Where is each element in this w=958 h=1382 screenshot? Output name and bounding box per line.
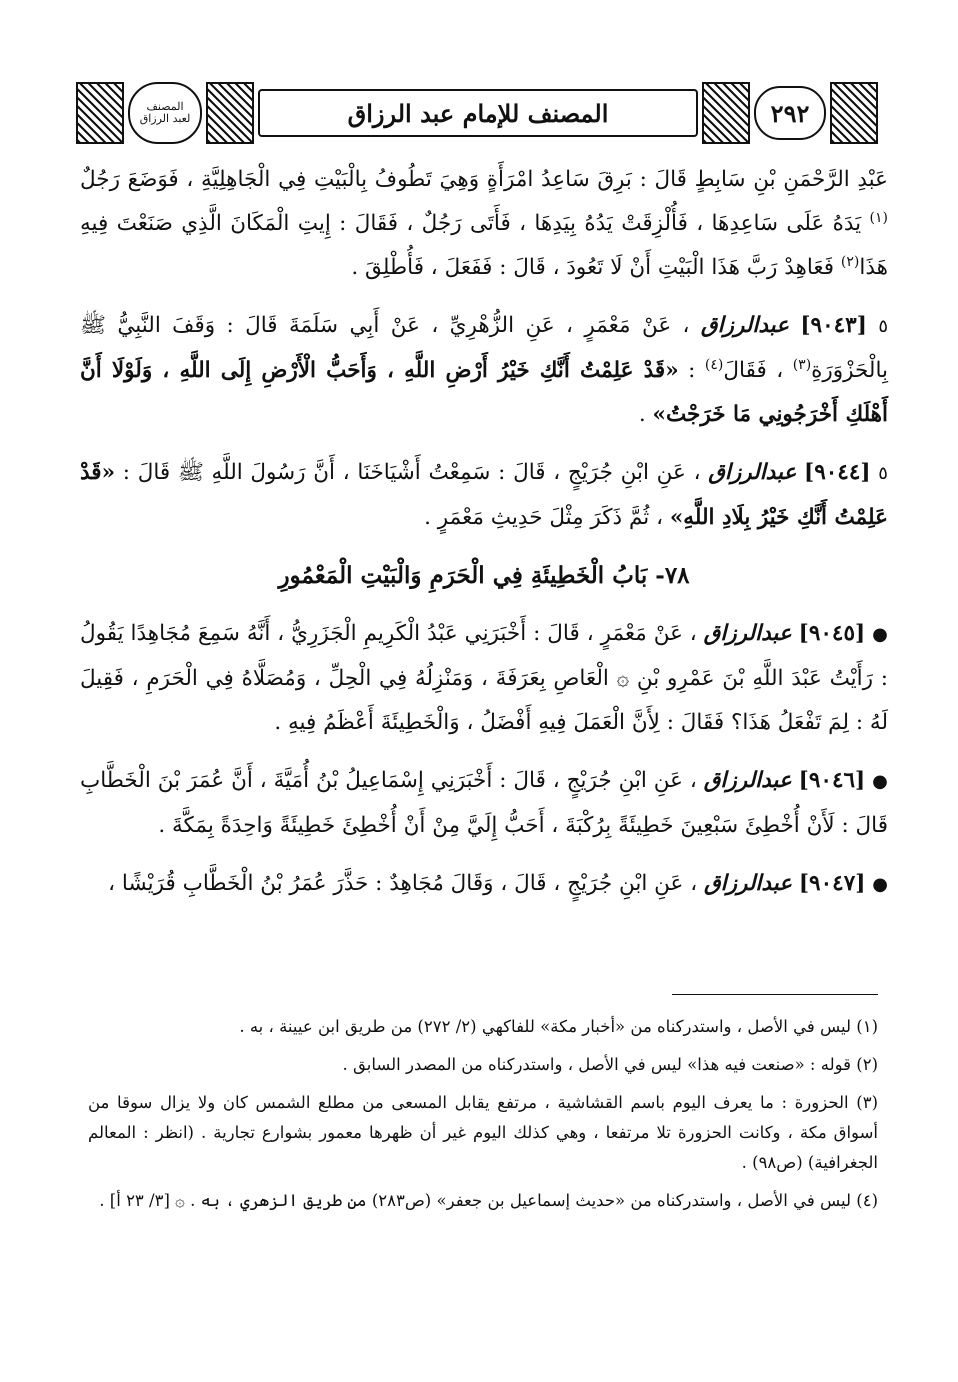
intro-paragraph <box>80 158 888 290</box>
footnote-ref-1: (١) <box>869 209 888 226</box>
page-header <box>76 80 878 146</box>
prophetic-quote: «قَدْ عَلِمْتُ أَنَّكِ خَيْرُ بِلَادِ اللَّهِ» <box>80 460 888 530</box>
hadith-end: . <box>638 402 646 427</box>
prophetic-quote: «قَدْ عَلِمْتُ أَنَّكِ خَيْرُ أَرْضِ اللَّهِ ، وَأَحَبُّ الْأَرْضِ إِلَى اللَّهِ ، وَلَوْلَا أَنَّ أَهْلَكِ أَخْرَجُونِي مَا خَرَجْتُ» <box>80 358 888 427</box>
hadith-marker: ● <box>872 771 888 792</box>
hadith-marker: ● <box>872 874 888 895</box>
hadith-9045 <box>80 612 888 745</box>
ornament-center-right <box>702 82 750 144</box>
main-text <box>80 158 888 921</box>
hadith-text: ، عَنِ ابْنِ جُرَيْجٍ ، قَالَ ، وَقَالَ مُجَاهِدٌ : حَذَّرَ عُمَرُ بْنُ الْخَطَّابِ قُرَيْشًا ، <box>108 871 698 896</box>
hadith-marker: ● <box>872 624 888 645</box>
hadith-source: عبدالرزاق <box>700 313 789 338</box>
footnote-1: (١) ليس في الأصل ، واستدركناه من «أخبار مكة» للفاكهي (٢/ ٢٧٢) من طريق ابن عيينة ، به . <box>239 1017 878 1036</box>
footnote-ref-3: (٣) <box>792 356 812 373</box>
hadith-text: ، عَنْ مَعْمَرٍ ، عَنِ الزُّهْرِيِّ ، عَنْ أَبِي سَلَمَةَ قَالَ : وَقَفَ النَّبِيُّ ﷺ بِالْحَزْوَرَةِ <box>80 313 889 383</box>
ornament-left <box>76 82 124 144</box>
hadith-9043 <box>80 304 888 437</box>
book-emblem <box>128 82 202 144</box>
hadith-source: عبدالرزاق <box>708 460 797 485</box>
hadith-number: [٩٠٤٦] <box>798 768 866 793</box>
ornament-center-left <box>206 82 254 144</box>
hadith-9046 <box>80 759 888 848</box>
hadith-text: ، عَنْ مَعْمَرٍ ، قَالَ : أَخْبَرَنِي عَبْدُ الْكَرِيمِ الْجَزَرِيُّ ، أَنَّهُ سَمِعَ مُجَاهِدًا يَقُولُ : رَأَيْتُ عَبْدَ اللَّهِ بْنَ عَمْرِو بْنِ ۞ الْعَاصِ بِعَرَفَةَ ، وَمَنْزِلُهُ فِي الْحِلِّ ، وَمُصَلَّاهُ فِي الْحَرَمِ ، فَقِيلَ لَهُ : لِمَ تَفْعَلُ هَذَا؟ فَقَالَ : لِأَنَّ الْعَمَلَ فِيهِ أَفْضَلُ ، وَالْخَطِيئَةَ أَعْظَمُ فِيهِ . <box>80 621 888 735</box>
hadith-text: : <box>688 358 696 383</box>
ornament-right <box>830 82 878 144</box>
hadith-9047 <box>80 862 888 907</box>
hadith-number: [٩٠٤٣] <box>800 313 867 338</box>
hadith-number: [٩٠٤٧] <box>798 871 866 896</box>
footnote-3: (٣) الحزورة : ما يعرف اليوم باسم القشاشية ، مرتفع يقابل المسعى من مطلع الشمس كان ولا يزال سوقا من أسواق مكة ، وكانت الحزورة تلا مرتفعا ، وهي كذلك اليوم غير أن ظهرها معمور بشوارع تجارية . (انظر : المعالم الجغرافية) (ص٩٨) . <box>88 1093 878 1172</box>
footnotes <box>88 1012 878 1224</box>
hadith-number: [٩٠٤٥] <box>798 621 866 646</box>
footnote-divider <box>672 994 878 995</box>
hadith-source: عبدالرزاق <box>703 871 793 896</box>
hadith-text: ، ثُمَّ ذَكَرَ مِثْلَ حَدِيثِ مَعْمَرٍ . <box>424 505 664 530</box>
hadith-text: ، عَنِ ابْنِ جُرَيْجٍ ، قَالَ : أَخْبَرَنِي إِسْمَاعِيلُ بْنُ أُمَيَّةَ ، أَنَّ عُمَرَ بْنَ الْخَطَّابِ قَالَ : لَأَنْ أُخْطِئَ سَبْعِينَ خَطِيئَةً بِرُكْبَةَ ، أَحَبُّ إِلَيَّ مِنْ أَنْ أُخْطِئَ خَطِيئَةً وَاحِدَةً بِمَكَّةَ . <box>80 768 888 838</box>
intro-text-1: عَبْدِ الرَّحْمَنِ بْنِ سَابِطٍ قَالَ : بَرِقَ سَاعِدُ امْرَأَةٍ وَهِيَ تَطُوفُ بِالْبَيْتِ فِي الْجَاهِلِيَّةِ ، فَوَضَعَ رَجُلٌ <box>80 167 888 192</box>
hadith-marker: ٥ <box>878 316 888 337</box>
hadith-9044 <box>80 451 888 540</box>
running-title: المصنف للإمام عبد الرزاق <box>258 89 698 137</box>
emblem-line-1: المصنف <box>146 100 184 113</box>
chapter-heading: ٧٨- بَابُ الْخَطِيئَةِ فِي الْحَرَمِ وَالْبَيْتِ الْمَعْمُورِ <box>278 562 690 589</box>
footnote-ref-4: (٤) <box>704 356 724 373</box>
intro-text-2: يَدَهُ عَلَى سَاعِدِهَا ، فَأُلْزِقَتْ يَدُهُ بِيَدِهَا ، فَأَتَى رَجُلٌ ، فَقَالَ : إِيتِ الْمَكَانَ الَّذِي صَنَعْتَ فِيهِ هَذَا <box>80 211 888 280</box>
hadith-marker: ٥ <box>878 463 888 484</box>
hadith-source: عبدالرزاق <box>703 768 792 793</box>
page-number: ٢٩٢ <box>754 86 826 140</box>
footnote-2: (٢) قوله : «صنعت فيه هذا» ليس في الأصل ، واستدركناه من المصدر السابق . <box>342 1055 878 1074</box>
intro-text-3: فَعَاهِدْ رَبَّ هَذَا الْبَيْتِ أَنْ لَا تَعُودَ ، قَالَ : فَفَعَلَ ، فَأُطْلِقَ . <box>351 255 835 280</box>
emblem-line-2: لعبد الرزاق <box>139 112 191 125</box>
hadith-text: ، عَنِ ابْنِ جُرَيْجٍ ، قَالَ : سَمِعْتُ أَشْيَاخَنَا ، أَنَّ رَسُولَ اللَّهِ ﷺ قَالَ : <box>122 460 701 485</box>
footnote-ref-2: (٢) <box>840 253 860 270</box>
footnote-4: (٤) ليس في الأصل ، واستدركناه من «حديث إسماعيل بن جعفر» (ص٢٨٣) من طريق الزهري ، به . ۞ [٣/ ٢٣ أ] . <box>99 1191 878 1210</box>
hadith-number: [٩٠٤٤] <box>804 460 871 485</box>
hadith-text: ، فَقَالَ <box>723 358 784 383</box>
hadith-source: عبدالرزاق <box>703 621 792 646</box>
